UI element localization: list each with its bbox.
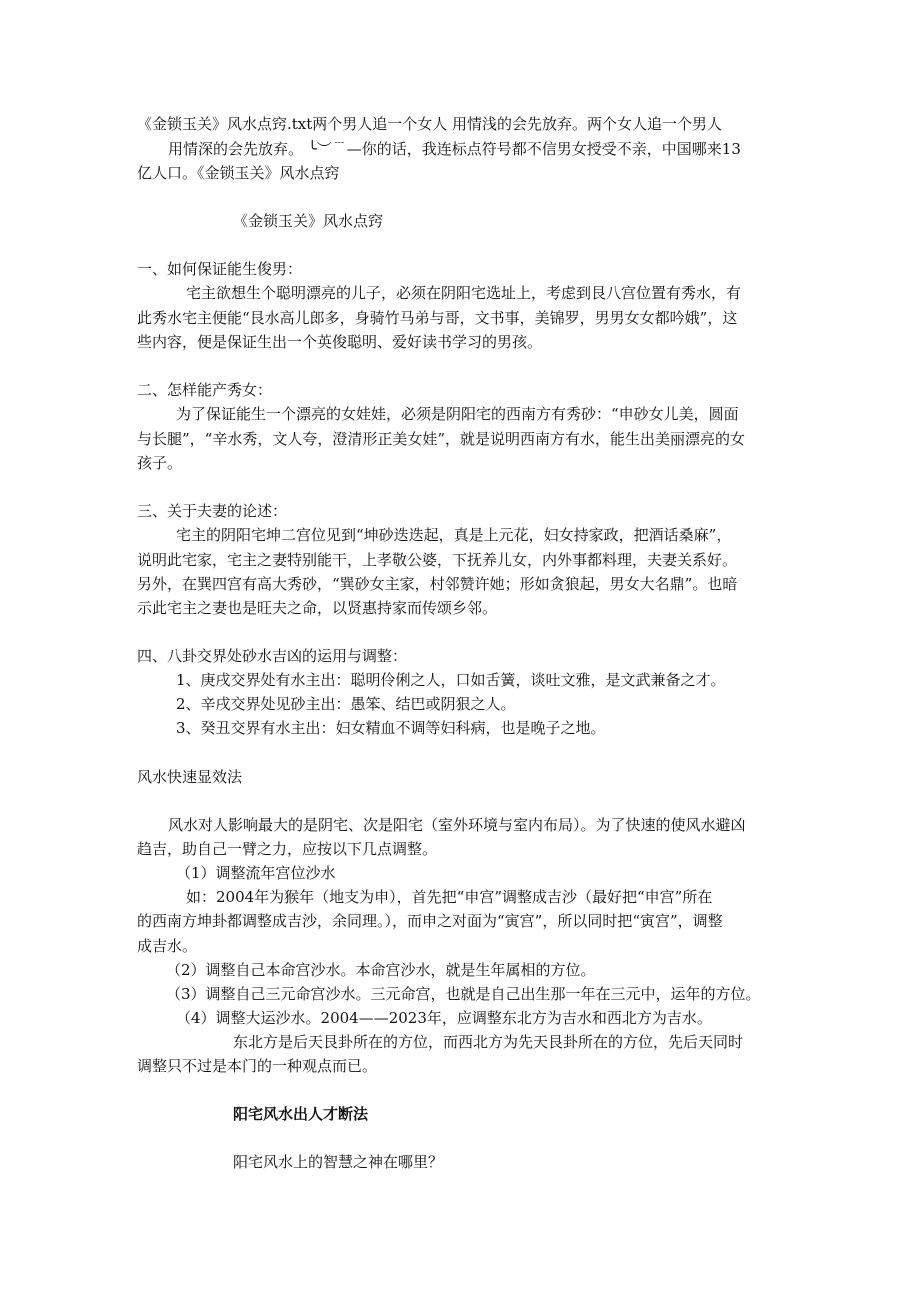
section-2-line-3: 孩子。 (137, 454, 183, 472)
section-5-example-line-3: 成吉水。 (137, 937, 198, 955)
section-1-heading: 一、如何保证能生俊男： (137, 260, 303, 278)
section-2-heading: 二、怎样能产秀女： (137, 381, 273, 399)
section-5-item-4: （4）调整大运沙水。2004——2023年，应调整东北方为吉水和西北方为吉水。 (176, 1009, 712, 1027)
section-4-item-1: 1、庚戌交界处有水主出：聪明伶俐之人，口如舌簧，谈吐文雅，是文武兼备之才。 (176, 671, 726, 689)
section-5-item-1: （1）调整流年宫位沙水 (176, 864, 336, 882)
section-5-heading: 风水快速显效法 (137, 768, 243, 786)
section-3-line-4: 示此宅主之妻也是旺夫之命，以贤惠持家而传颂乡邻。 (137, 599, 498, 617)
section-5-note-line-2: 调整只不过是本门的一种观点而已。 (137, 1057, 378, 1075)
section-4-item-2: 2、辛戌交界处见砂主出：愚笨、结巴或阴狠之人。 (176, 695, 516, 713)
document-title: 《金锁玉关》风水点窍 (233, 212, 384, 230)
section-1-line-3: 些内容，便是保证生出一个英俊聪明、爱好读书学习的男孩。 (137, 333, 543, 351)
section-2-line-1: 为了保证能生一个漂亮的女娃娃，必须是阴阳宅的西南方有秀砂：“申砂女儿美，圆面 (176, 405, 739, 423)
section-5-example-line-1: 如：2004年为猴年（地支为申），首先把“申宫”调整成吉沙（最好把“申宫”所在 (186, 888, 713, 906)
section-5-item-3: （3）调整自己三元命宫沙水。三元命宫，也就是自己出生那一年在三元中，运年的方位。 (166, 985, 761, 1003)
section-5-item-2: （2）调整自己本命宫沙水。本命宫沙水，就是生年属相的方位。 (166, 961, 596, 979)
section-4-item-3: 3、癸丑交界有水主出：妇女精血不调等妇科病，也是晚子之地。 (176, 719, 606, 737)
section-5-example-line-2: 的西南方坤卦都调整成吉沙，余同理。），而申之对面为“寅宫”，所以同时把“寅宫”，调整 (137, 912, 723, 930)
section-5-para-line-1: 风水对人影响最大的是阴宅、次是阳宅（室外环境与室内布局）。为了快速的使风水避凶 (168, 816, 746, 834)
intro-line-2: 用情深的会先放弃。 ╰︶﹉—你的话，我连标点符号都不信男女授受不亲，中国哪来13 (168, 140, 741, 158)
intro-line-3: 亿人口。《金锁玉关》风水点窍 (137, 164, 340, 182)
section-5-note-line-1: 东北方是后天艮卦所在的方位，而西北方为先天艮卦所在的方位，先后天同时 (233, 1033, 744, 1051)
section-3-line-3: 另外，在巽四宫有高大秀砂，“巽砂女主家，村邻赞许她；形如贪狼起，男女大名鼎”。也暗 (137, 575, 738, 593)
section-5-para-line-2: 趋吉，助自己一臂之力，应按以下几点调整。 (137, 840, 438, 858)
section-1-line-2: 此秀水宅主便能“艮水高儿郎多，身骑竹马弟与哥，文书事，美锦罗，男男女女都吟娥”，这 (137, 309, 738, 327)
section-3-line-1: 宅主的阴阳宅坤二宫位见到“坤砂迭迭起，真是上元花，妇女持家政，把酒话桑麻”， (176, 526, 732, 544)
section-2-line-2: 与长腿”，“辛水秀，文人夸，澄清形正美女娃”，就是说明西南方有水，能生出美丽漂亮的女 (137, 430, 746, 448)
section-6-heading: 阳宅风水出人才断法 (233, 1105, 369, 1123)
section-4-heading: 四、八卦交界处砂水吉凶的运用与调整： (137, 647, 408, 665)
section-3-line-2: 说明此宅家，宅主之妻特别能干，上孝敬公婆，下抚养儿女，内外事都料理，夫妻关系好。 (137, 551, 738, 569)
section-6-question: 阳宅风水上的智慧之神在哪里？ (233, 1153, 444, 1171)
section-3-heading: 三、关于夫妻的论述： (137, 502, 288, 520)
section-1-line-1: 宅主欲想生个聪明漂亮的儿子，必须在阴阳宅选址上，考虑到艮八宫位置有秀水，有 (186, 284, 742, 302)
intro-line-1: 《金锁玉关》风水点窍.txt两个男人追一个女人 用情浅的会先放弃。两个女人追一个男人 (137, 115, 723, 133)
